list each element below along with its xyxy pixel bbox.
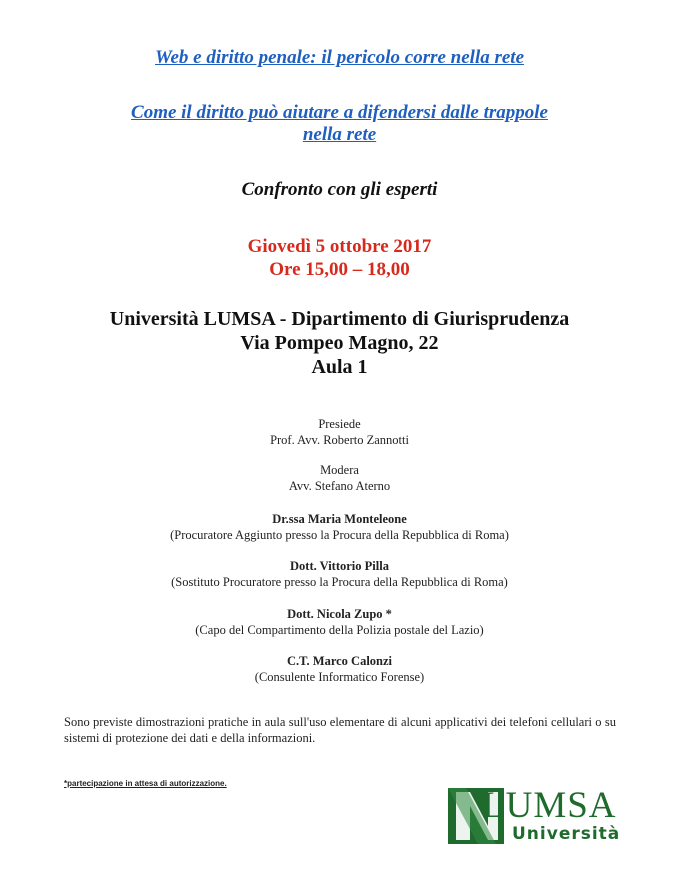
speaker-desc: (Capo del Compartimento della Polizia postale del Lazio) [195,623,484,637]
venue-name: Università LUMSA - Dipartimento di Giurisprudenza [109,308,570,330]
speaker-name: Avv. Stefano Aterno [288,479,391,493]
speaker-name: Prof. Avv. Roberto Zannotti [270,433,409,447]
speaker-name: Dott. Nicola Zupo * [287,607,392,621]
speaker-desc: (Sostituto Procuratore presso la Procura della Repubblica di Roma) [171,575,508,589]
speaker-desc: (Consulente Informatico Forense) [254,670,425,684]
title-link[interactable]: Web e diritto penale: il pericolo corre nella rete [154,47,525,68]
speaker-name: C.T. Marco Calonzi [286,654,393,668]
subtitle-line-2: nella rete [302,124,377,145]
subtitle-link[interactable] [0,102,679,146]
speaker-zupo [0,606,679,638]
speaker-presiede [0,416,679,448]
speaker-role: Modera [320,463,359,477]
speaker-modera [0,462,679,494]
speaker-desc: (Procuratore Aggiunto presso la Procura della Repubblica di Roma) [170,528,509,542]
logo-text-bottom: Università [512,824,621,844]
venue-room: Aula 1 [311,356,368,378]
speaker-name: Dr.ssa Maria Monteleone [272,512,407,526]
speaker-calonzi [0,653,679,685]
event-time: Ore 15,00 – 18,00 [269,259,410,280]
event-date: Giovedì 5 ottobre 2017 [247,236,432,257]
speaker-name: Dott. Vittorio Pilla [290,559,389,573]
logo-text-top: LUMSA [482,785,617,826]
tagline: Confronto con gli esperti [241,179,438,200]
speaker-pilla [0,558,679,590]
event-datetime [0,235,679,281]
subtitle-line-1: Come il diritto può aiutare a difendersi dalle trappole [131,102,548,123]
notes-paragraph: Sono previste dimostrazioni pratiche in aula sull'uso elementare di alcuni applicativi dei telefoni cellulari o su sistemi di protezione dei dati e della informazioni. [64,715,616,745]
speaker-monteleone [0,511,679,543]
venue-address: Via Pompeo Magno, 22 [240,332,439,354]
footnote: *partecipazione in attesa di autorizzazione. [64,779,227,788]
lumsa-logo [448,786,623,846]
speaker-role: Presiede [318,417,361,431]
event-venue [0,307,679,379]
